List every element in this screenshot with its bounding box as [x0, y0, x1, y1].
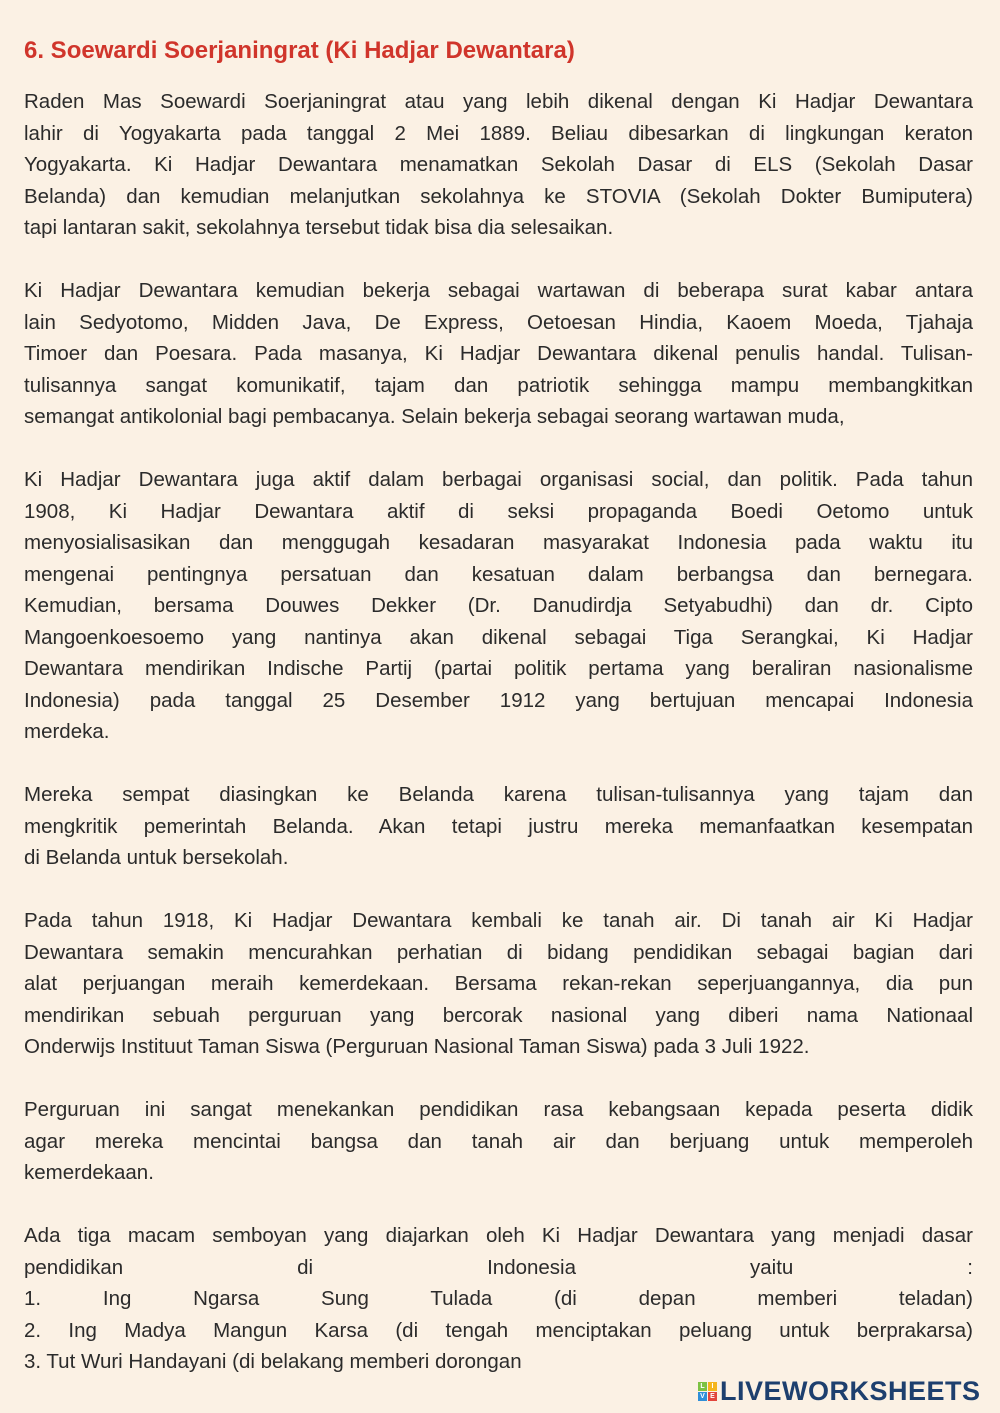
text-line: tapi lantaran sakit, sekolahnya tersebut tidak bisa dia selesaikan.	[24, 216, 614, 239]
document-body	[24, 86, 973, 1409]
paragraph	[24, 779, 973, 874]
text-line: Mereka sempat diasingkan ke Belanda karena tulisan-tulisannya yang tajam dan	[24, 783, 973, 806]
text-line: kemerdekaan.	[24, 1161, 154, 1184]
text-line: Ki Hadjar Dewantara kemudian bekerja sebagai wartawan di beberapa surat kabar antara	[24, 279, 973, 302]
text-line: mengenai pentingnya persatuan dan kesatuan dalam berbangsa dan bernegara.	[24, 562, 973, 586]
text-line: 1. Ing Ngarsa Sung Tulada (di depan memberi teladan)	[24, 1287, 973, 1310]
logo-icon	[698, 1382, 717, 1401]
logo-letter-tile: L	[698, 1382, 707, 1391]
text-line: 2. Ing Madya Mangun Karsa (di tengah menciptakan peluang untuk berprakarsa)	[24, 1318, 973, 1342]
paragraph	[24, 275, 973, 433]
text-line: menyosialisasikan dan menggugah kesadaran masyarakat Indonesia pada waktu itu	[24, 531, 973, 554]
paragraph	[24, 1094, 973, 1189]
paragraph	[24, 464, 973, 748]
logo-letter-tile: E	[708, 1392, 717, 1401]
text-line: Dewantara semakin mencurahkan perhatian di bidang pendidikan sebagai bagian dari	[24, 940, 973, 964]
paragraph	[24, 1220, 973, 1378]
logo-letter-tile: V	[698, 1392, 707, 1401]
text-line: pendidikan di Indonesia yaitu :	[24, 1255, 973, 1279]
text-line: Ki Hadjar Dewantara juga aktif dalam berbagai organisasi social, dan politik. Pada tahun	[24, 468, 973, 491]
text-line: Ada tiga macam semboyan yang diajarkan oleh Ki Hadjar Dewantara yang menjadi dasar	[24, 1224, 973, 1247]
text-line: Raden Mas Soewardi Soerjaningrat atau yang lebih dikenal dengan Ki Hadjar Dewantara	[24, 90, 973, 113]
text-line: lain Sedyotomo, Midden Java, De Express, Oetoesan Hindia, Kaoem Moeda, Tjahaja	[24, 310, 973, 334]
text-line: Indonesia) pada tanggal 25 Desember 1912 yang bertujuan mencapai Indonesia	[24, 688, 973, 712]
text-line: semangat antikolonial bagi pembacanya. Selain bekerja sebagai seorang wartawan muda,	[24, 405, 845, 428]
logo-text: LIVEWORKSHEETS	[720, 1376, 981, 1406]
text-line: Kemudian, bersama Douwes Dekker (Dr. Danudirdja Setyabudhi) dan dr. Cipto	[24, 594, 973, 617]
text-line: 3. Tut Wuri Handayani (di belakang memberi dorongan	[24, 1350, 522, 1373]
text-line: 1908, Ki Hadjar Dewantara aktif di seksi propaganda Boedi Oetomo untuk	[24, 499, 973, 523]
text-line: Belanda) dan kemudian melanjutkan sekolahnya ke STOVIA (Sekolah Dokter Bumiputera)	[24, 184, 973, 208]
text-line: Dewantara mendirikan Indische Partij (partai politik pertama yang beraliran nasionalisme	[24, 657, 973, 680]
text-line: mengkritik pemerintah Belanda. Akan tetapi justru mereka memanfaatkan kesempatan	[24, 814, 973, 838]
text-line: alat perjuangan meraih kemerdekaan. Bersama rekan-rekan seperjuangannya, dia pun	[24, 972, 973, 995]
text-line: lahir di Yogyakarta pada tanggal 2 Mei 1889. Beliau dibesarkan di lingkungan keraton	[24, 121, 973, 145]
text-line: tulisannya sangat komunikatif, tajam dan patriotik sehingga mampu membangkitkan	[24, 373, 973, 397]
paragraph	[24, 905, 973, 1063]
text-line: merdeka.	[24, 720, 110, 743]
text-line: Pada tahun 1918, Ki Hadjar Dewantara kembali ke tanah air. Di tanah air Ki Hadjar	[24, 909, 973, 932]
text-line: Mangoenkoesoemo yang nantinya akan dikenal sebagai Tiga Serangkai, Ki Hadjar	[24, 625, 973, 649]
section-title: 6. Soewardi Soerjaningrat (Ki Hadjar Dewantara)	[24, 37, 575, 64]
text-line: Onderwijs Instituut Taman Siswa (Perguruan Nasional Taman Siswa) pada 3 Juli 1922.	[24, 1035, 810, 1058]
text-line: di Belanda untuk bersekolah.	[24, 846, 289, 869]
text-line: Perguruan ini sangat menekankan pendidikan rasa kebangsaan kepada peserta didik	[24, 1098, 973, 1121]
text-line: Yogyakarta. Ki Hadjar Dewantara menamatkan Sekolah Dasar di ELS (Sekolah Dasar	[24, 153, 973, 176]
paragraph	[24, 86, 973, 244]
text-line: mendirikan sebuah perguruan yang bercorak nasional yang diberi nama Nationaal	[24, 1003, 973, 1027]
liveworksheets-logo	[698, 1376, 981, 1407]
text-line: Timoer dan Poesara. Pada masanya, Ki Hadjar Dewantara dikenal penulis handal. Tulisan-	[24, 342, 973, 365]
logo-letter-tile: I	[708, 1382, 717, 1391]
text-line: agar mereka mencintai bangsa dan tanah air dan berjuang untuk memperoleh	[24, 1129, 973, 1153]
